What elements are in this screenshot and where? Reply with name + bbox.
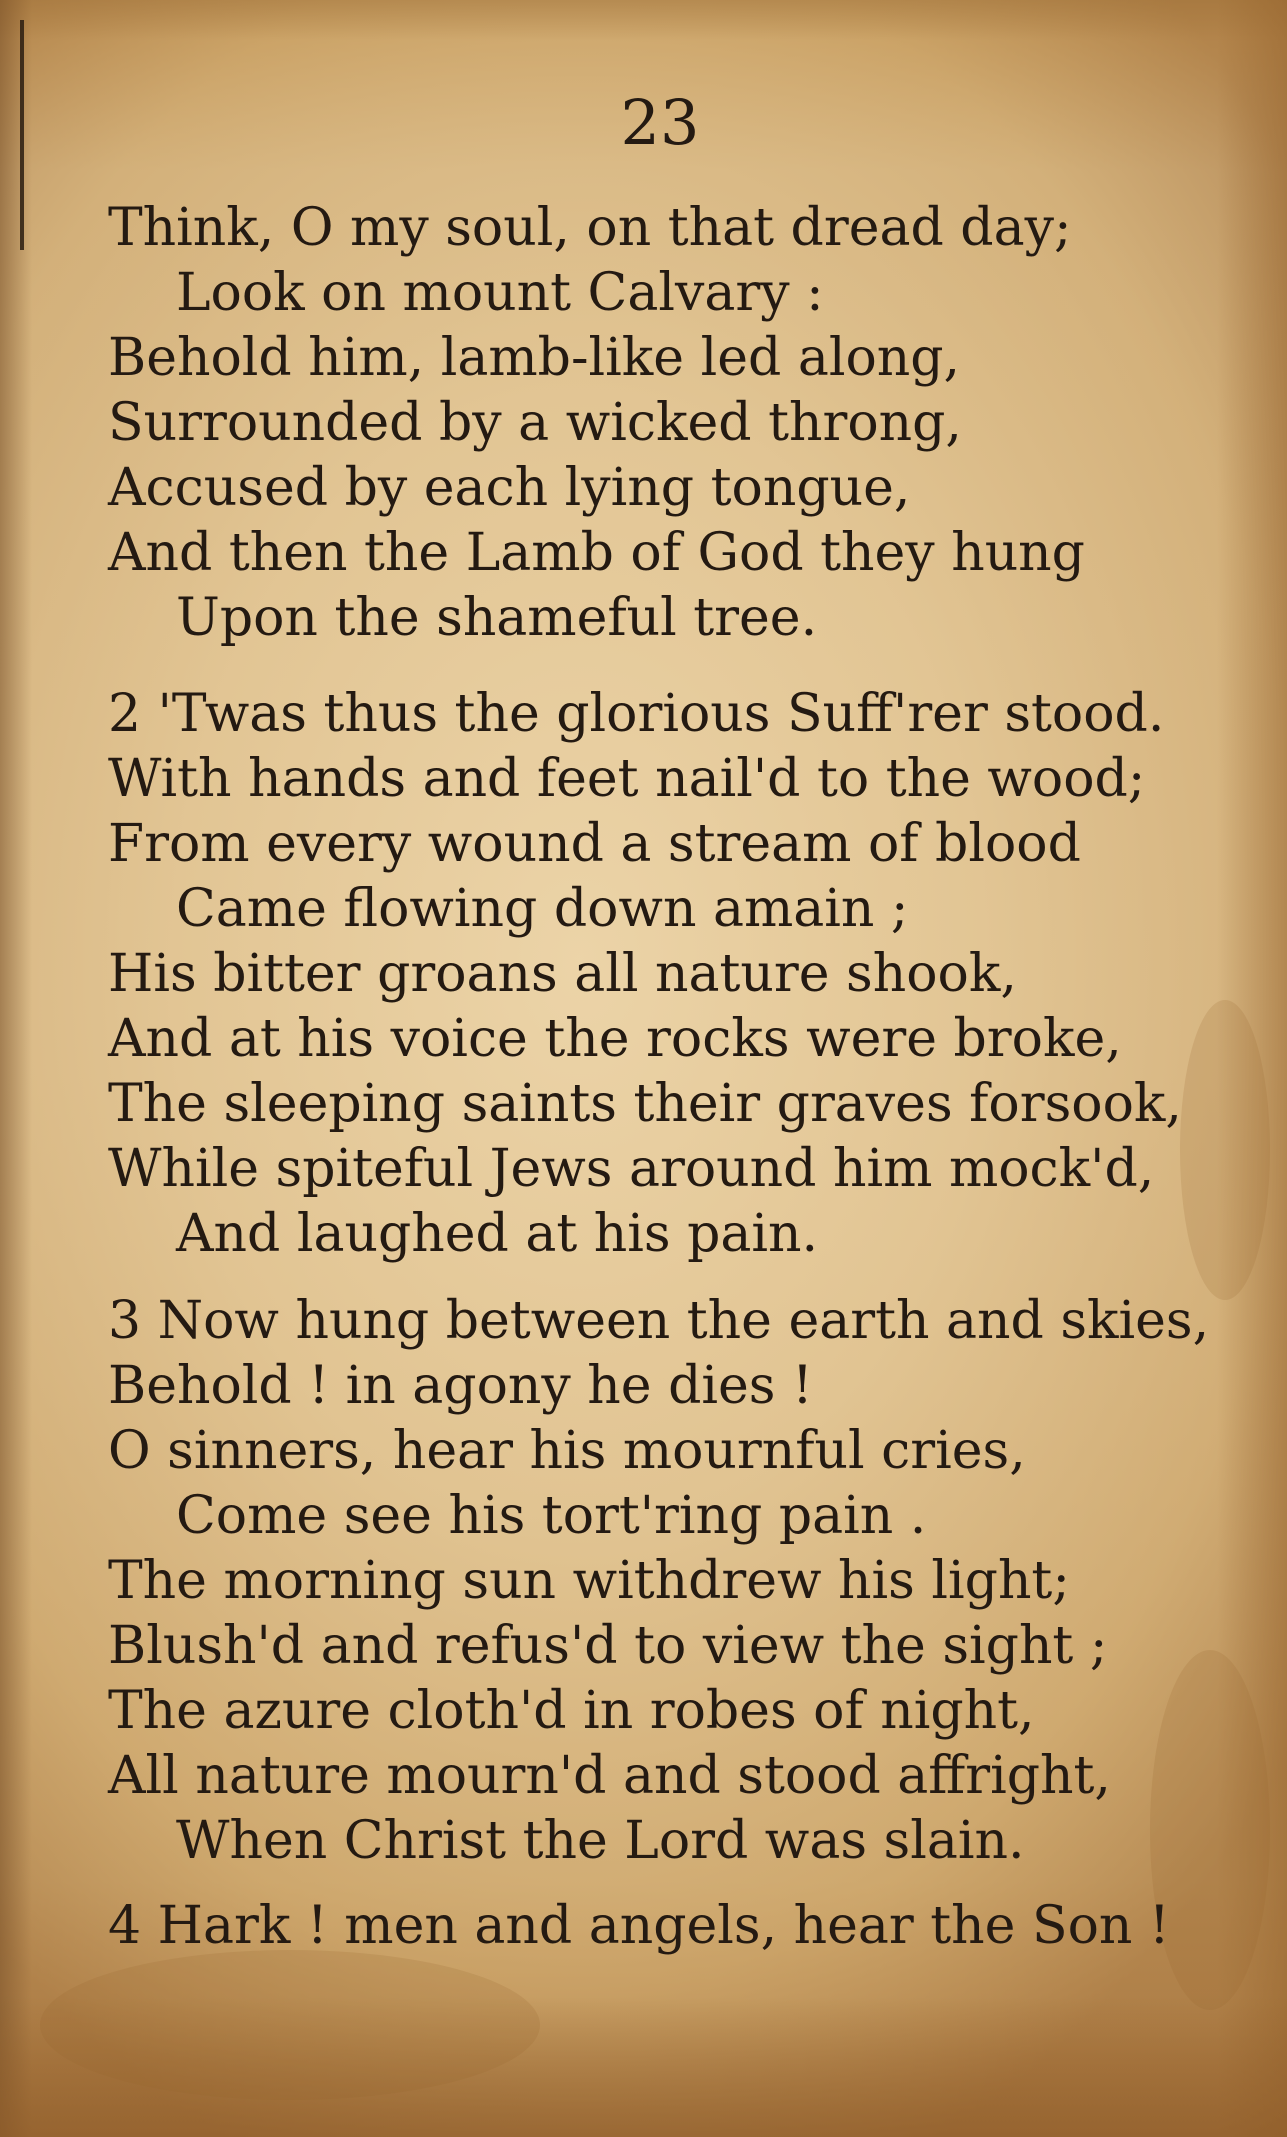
hymn-line: Blush'd and refus'd to view the sight ; [108, 1616, 1108, 1676]
hymn-line: His bitter groans all nature shook, [108, 944, 1017, 1004]
hymn-line: Upon the shameful tree. [176, 588, 818, 648]
hymn-line: Surrounded by a wicked throng, [108, 393, 962, 453]
hymn-line: While spiteful Jews around him mock'd, [108, 1139, 1155, 1199]
hymn-line: Look on mount Calvary : [176, 263, 824, 323]
hymn-line: When Christ the Lord was slain. [176, 1811, 1025, 1871]
hymn-line: The azure cloth'd in robes of night, [108, 1681, 1035, 1741]
hymn-line: And laughed at his pain. [176, 1204, 819, 1264]
hymn-line: And at his voice the rocks were broke, [108, 1009, 1122, 1069]
hymn-line: All nature mourn'd and stood affright, [108, 1746, 1111, 1806]
hymn-line: Come see his tort'ring pain . [176, 1486, 927, 1546]
hymn-line: The morning sun withdrew his light; [108, 1551, 1070, 1611]
hymn-line: Accused by each lying tongue, [108, 458, 911, 518]
hymn-line: Behold ! in agony he dies ! [108, 1356, 813, 1416]
hymn-line: O sinners, hear his mournful cries, [108, 1421, 1026, 1481]
hymn-line: Think, O my soul, on that dread day; [108, 198, 1072, 258]
hymn-line: And then the Lamb of God they hung [108, 523, 1085, 583]
hymn-line: The sleeping saints their graves forsook, [108, 1074, 1182, 1134]
hymn-line: 2 'Twas thus the glorious Suff'rer stood. [108, 684, 1165, 744]
hymn-line: 3 Now hung between the earth and skies, [108, 1291, 1210, 1351]
page-number: 23 [620, 86, 700, 159]
hymn-line: Came flowing down amain ; [176, 879, 909, 939]
hymn-line: 4 Hark ! men and angels, hear the Son ! [108, 1896, 1170, 1956]
hymn-line: From every wound a stream of blood [108, 814, 1081, 874]
hymn-line: Behold him, lamb-like led along, [108, 328, 961, 388]
hymn-line: With hands and feet nail'd to the wood; [108, 749, 1146, 809]
